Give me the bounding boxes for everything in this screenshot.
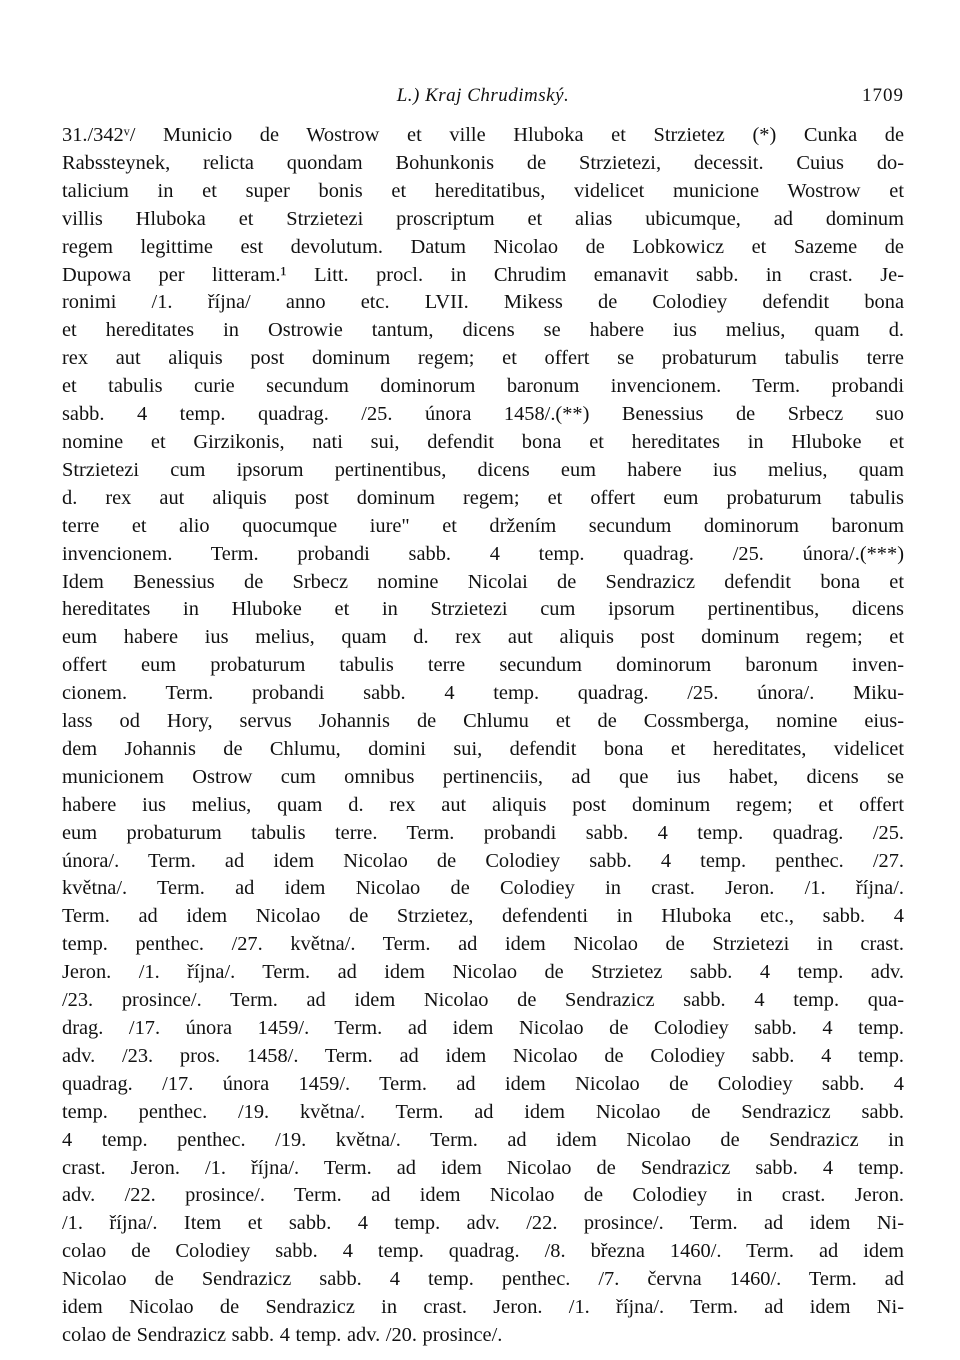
text-line: /1. října/. Item et sabb. 4 temp. adv. /22. prosince/. Term. ad idem Ni-	[62, 1212, 904, 1235]
text-line: idem Nicolao de Sendrazicz in crast. Jeron. /1. října/. Term. ad idem Ni-	[62, 1296, 904, 1319]
text-line: 31./342ᵛ/ Municio de Wostrow et ville Hluboka et Strzietez (*) Cunka de	[62, 124, 904, 146]
running-title: L.) Kraj Chrudimský.	[396, 85, 570, 106]
text-line: d. rex aut aliquis post dominum regem; et offert eum probaturum tabulis	[62, 486, 904, 509]
text-line: sabb. 4 temp. quadrag. /25. února 1458/.(**) Benessius de Srbecz suo	[62, 403, 904, 426]
text-line: hereditates in Hluboke et in Strzietezi cum ipsorum pertinentibus, dicens	[62, 598, 904, 621]
text-line: ronimi /1. října/ anno etc. LVII. Mikess de Colodiey defendit bona	[62, 291, 904, 314]
text-line: et hereditates in Ostrowie tantum, dicens se habere ius melius, quam d.	[62, 319, 904, 342]
text-line: února/. Term. ad idem Nicolao de Colodiey sabb. 4 temp. penthec. /27.	[62, 849, 904, 872]
text-line: colao de Sendrazicz sabb. 4 temp. adv. /20. prosince/.	[62, 1323, 503, 1346]
text-line: Dupowa per litteram.¹ Litt. procl. in Chrudim emanavit sabb. in crast. Je-	[62, 263, 904, 286]
text-line: Jeron. /1. října/. Term. ad idem Nicolao de Strzietez sabb. 4 temp. adv.	[62, 961, 904, 984]
text-line: eum habere ius melius, quam d. rex aut aliquis post dominum regem; et	[62, 626, 904, 649]
text-line: lass od Hory, servus Johannis de Chlumu et de Cossmberga, nomine eius-	[62, 710, 904, 733]
text-line: offert eum probaturum tabulis terre secundum dominorum baronum inven-	[62, 654, 904, 677]
text-line: terre et alio quocumque iure" et držením secundum dominorum baronum	[62, 514, 904, 537]
text-line: colao de Colodiey sabb. 4 temp. quadrag. /8. března 1460/. Term. ad idem	[62, 1240, 904, 1263]
text-line: dem Johannis de Chlumu, domini sui, defendit bona et hereditates, videlicet	[62, 737, 904, 760]
text-line: invencionem. Term. probandi sabb. 4 temp. quadrag. /25. února/.(***)	[62, 542, 904, 565]
text-line: crast. Jeron. /1. října/. Term. ad idem Nicolao de Sendrazicz sabb. 4 temp.	[62, 1156, 904, 1179]
text-line: villis Hluboka et Strzietezi proscriptum et alias ubicumque, ad dominum	[62, 207, 904, 230]
text-line: eum probaturum tabulis terre. Term. probandi sabb. 4 temp. quadrag. /25.	[62, 821, 904, 844]
text-line: rex aut aliquis post dominum regem; et offert se probaturum tabulis terre	[62, 347, 904, 370]
text-line: et tabulis curie secundum dominorum baronum invencionem. Term. probandi	[62, 375, 904, 398]
text-line: temp. penthec. /27. května/. Term. ad idem Nicolao de Strzietezi in crast.	[62, 933, 904, 956]
text-line: května/. Term. ad idem Nicolao de Colodiey in crast. Jeron. /1. října/.	[62, 877, 904, 900]
text-line: Term. ad idem Nicolao de Strzietez, defendenti in Hluboka etc., sabb. 4	[62, 905, 904, 928]
text-line: /23. prosince/. Term. ad idem Nicolao de Sendrazicz sabb. 4 temp. qua-	[62, 989, 904, 1012]
text-line: municionem Ostrow cum omnibus pertinenciis, ad que ius habet, dicens se	[62, 765, 904, 788]
text-line: drag. /17. února 1459/. Term. ad idem Nicolao de Colodiey sabb. 4 temp.	[62, 1017, 904, 1039]
text-line: 4 temp. penthec. /19. května/. Term. ad idem Nicolao de Sendrazicz in	[62, 1128, 904, 1151]
text-line: Idem Benessius de Srbecz nomine Nicolai de Sendrazicz defendit bona et	[62, 570, 904, 593]
text-line: Strzietezi cum ipsorum pertinentibus, dicens eum habere ius melius, quam	[62, 458, 904, 481]
text-line: Rabssteynek, relicta quondam Bohunkonis de Strzietezi, decessit. Cuius do-	[62, 151, 904, 174]
text-line: adv. /22. prosince/. Term. ad idem Nicolao de Colodiey in crast. Jeron.	[62, 1184, 904, 1207]
page-number: 1709	[862, 85, 904, 106]
text-line: Nicolao de Sendrazicz sabb. 4 temp. penthec. /7. června 1460/. Term. ad	[62, 1268, 904, 1291]
body-text	[62, 122, 904, 1350]
text-line: quadrag. /17. února 1459/. Term. ad idem Nicolao de Colodiey sabb. 4	[62, 1072, 904, 1095]
text-line: adv. /23. pros. 1458/. Term. ad idem Nicolao de Colodiey sabb. 4 temp.	[62, 1044, 904, 1067]
text-line: regem legittime est devolutum. Datum Nicolao de Lobkowicz et Sazeme de	[62, 235, 904, 258]
page-header	[62, 82, 904, 110]
text-line: habere ius melius, quam d. rex aut aliquis post dominum regem; et offert	[62, 793, 904, 816]
text-line: nomine et Girzikonis, nati sui, defendit bona et hereditates in Hluboke et	[62, 430, 904, 453]
text-line: talicium in et super bonis et hereditatibus, videlicet municione Wostrow et	[62, 179, 904, 202]
text-line: temp. penthec. /19. května/. Term. ad idem Nicolao de Sendrazicz sabb.	[62, 1100, 904, 1123]
text-line: cionem. Term. probandi sabb. 4 temp. quadrag. /25. února/. Miku-	[62, 682, 904, 705]
